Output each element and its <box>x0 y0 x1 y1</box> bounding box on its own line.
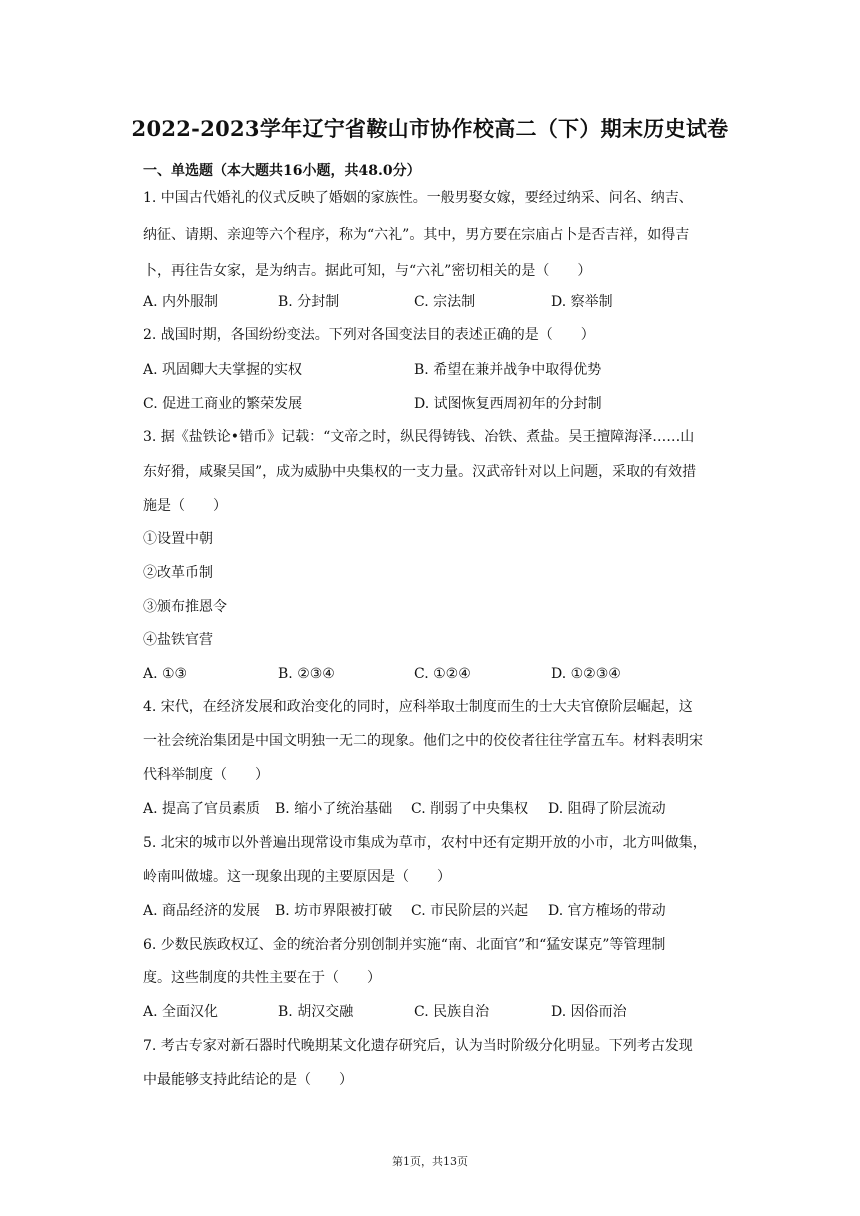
option-c: C. 削弱了中央集权 <box>411 801 529 817</box>
question-3-line: 3. 据《盐铁论•错币》记载：“文帝之时，纵民得铸钱、冶铁、煮盐。吴王擅障海泽……山 <box>143 429 695 445</box>
option-a: A. 巩固卿大夫掌握的实权 <box>143 362 303 378</box>
statement-item: ④盐铁官营 <box>143 632 213 648</box>
question-2-line: 2. 战国时期，各国纷纷变法。下列对各国变法目的表述正确的是（ ） <box>143 327 595 343</box>
option-b: B. 坊市界限被打破 <box>275 903 393 919</box>
option-b: B. 胡汉交融 <box>278 1004 354 1020</box>
option-d: D. ①②③④ <box>551 666 621 682</box>
option-d: D. 阻碍了阶层流动 <box>548 801 666 817</box>
statement-item: ①设置中朝 <box>143 531 213 547</box>
question-3-line: 施是（ ） <box>143 498 227 514</box>
statement-item: ③颁布推恩令 <box>143 599 227 615</box>
question-5-line: 岭南叫做墟。这一现象出现的主要原因是（ ） <box>143 869 451 885</box>
question-6-line: 6. 少数民族政权辽、金的统治者分别创制并实施“南、北面官”和“猛安谋克”等管理制 <box>143 937 666 953</box>
option-c: C. 民族自治 <box>414 1004 490 1020</box>
option-b: B. 缩小了统治基础 <box>275 801 393 817</box>
option-c: C. 促进工商业的繁荣发展 <box>143 396 303 412</box>
option-b: B. ②③④ <box>278 666 335 682</box>
question-1-line: 纳征、请期、亲迎等六个程序，称为“六礼”。其中，男方要在宗庙占卜是否吉祥，如得吉 <box>143 227 690 243</box>
option-a: A. 提高了官员素质 <box>143 801 261 817</box>
question-4-line: 4. 宋代，在经济发展和政治变化的同时，应科举取士制度而生的士大夫官僚阶层崛起，这 <box>143 699 693 715</box>
option-c: C. 宗法制 <box>414 294 476 310</box>
option-b: B. 分封制 <box>278 294 340 310</box>
question-3-line: 东好猾，咸聚吴国”，成为威胁中央集权的一支力量。汉武帝针对以上问题，采取的有效措 <box>143 464 697 480</box>
option-a: A. ①③ <box>143 666 188 682</box>
question-4-line: 代科举制度（ ） <box>143 767 269 783</box>
option-d: D. 试图恢复西周初年的分封制 <box>414 396 602 412</box>
option-d: D. 官方榷场的带动 <box>548 903 666 919</box>
option-a: A. 内外服制 <box>143 294 219 310</box>
page-title: 2022-2023学年辽宁省鞍山市协作校高二（下）期末历史试卷 <box>131 116 729 141</box>
question-6-line: 度。这些制度的共性主要在于（ ） <box>143 970 381 986</box>
section-title: 一、单选题（本大题共16小题，共48.0分） <box>143 163 421 179</box>
option-a: A. 全面汉化 <box>143 1004 219 1020</box>
option-c: C. 市民阶层的兴起 <box>411 903 529 919</box>
option-b: B. 希望在兼并战争中取得优势 <box>414 362 602 378</box>
option-d: D. 察举制 <box>551 294 613 310</box>
question-4-line: 一社会统治集团是中国文明独一无二的现象。他们之中的佼佼者往往学富五车。材料表明宋 <box>143 733 703 749</box>
question-7-line: 中最能够支持此结论的是（ ） <box>143 1072 353 1088</box>
question-1-line: 1. 中国古代婚礼的仪式反映了婚姻的家族性。一般男娶女嫁，要经过纳采、问名、纳吉、 <box>143 190 693 206</box>
option-a: A. 商品经济的发展 <box>143 903 261 919</box>
page-footer: 第1页，共13页 <box>392 1155 468 1168</box>
question-7-line: 7. 考古专家对新石器时代晚期某文化遗存研究后，认为当时阶级分化明显。下列考古发现 <box>143 1038 693 1054</box>
question-5-line: 5. 北宋的城市以外普遍出现常设市集成为草市，农村中还有定期开放的小市，北方叫做集， <box>143 835 707 851</box>
question-1-line: 卜，再往告女家，是为纳吉。据此可知，与“六礼”密切相关的是（ ） <box>143 263 592 279</box>
statement-item: ②改革币制 <box>143 565 213 581</box>
option-d: D. 因俗而治 <box>551 1004 627 1020</box>
option-c: C. ①②④ <box>414 666 471 682</box>
